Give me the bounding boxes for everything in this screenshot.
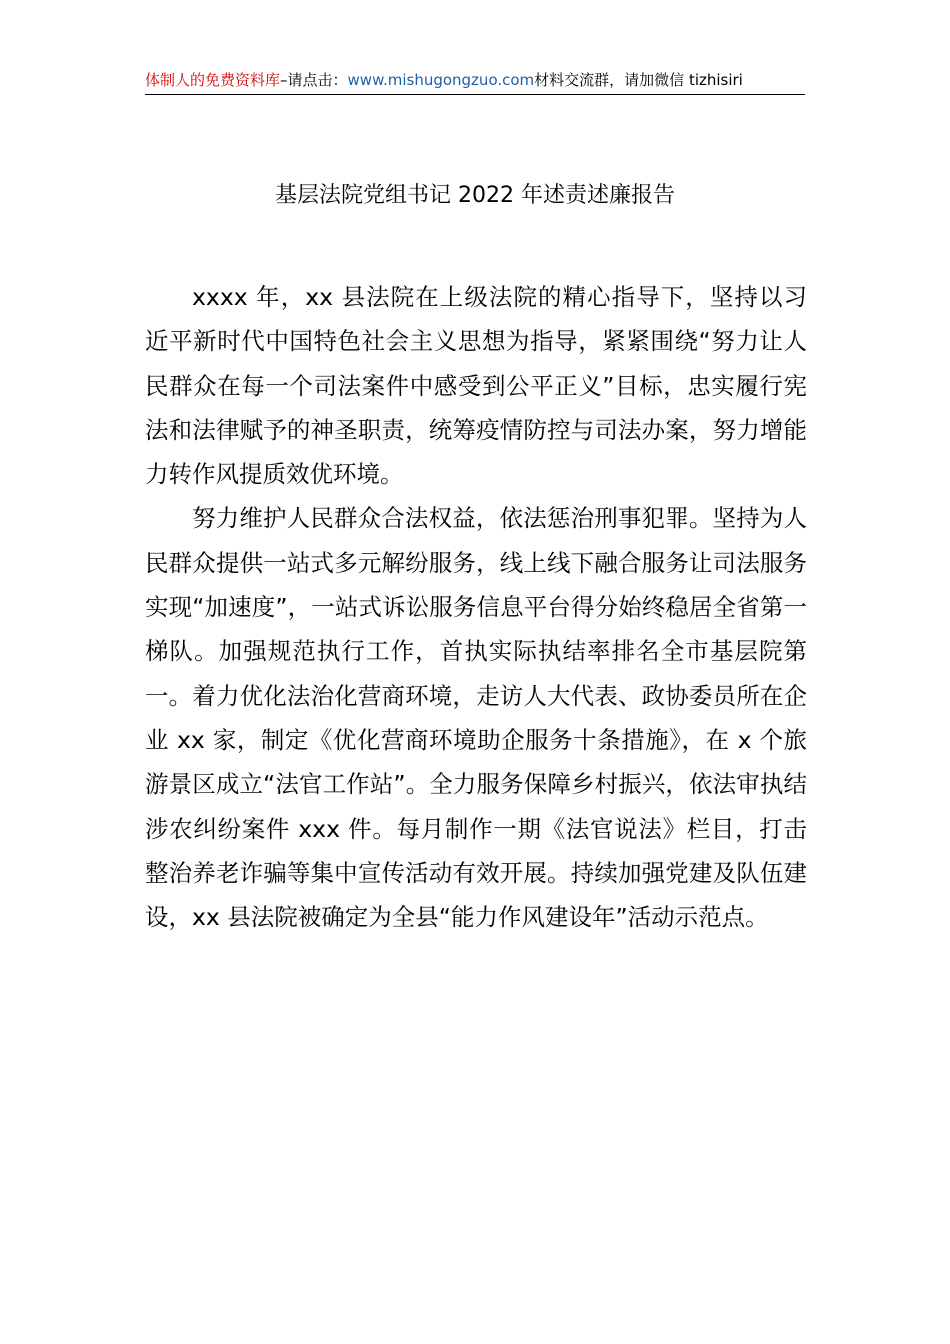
header-prompt: –请点击： (280, 71, 348, 89)
document-title: 基层法院党组书记 2022 年述责述廉报告 (275, 183, 675, 208)
header-url-link[interactable]: www.mishugongzuo.com (347, 71, 535, 89)
page-header (145, 66, 805, 95)
document-body (145, 275, 807, 939)
paragraph: 努力维护人民群众合法权益，依法惩治刑事犯罪。坚持为人民群众提供一站式多元解纷服务，线上线下融合服务让司法服务实现“加速度”，一站式诉讼服务信息平台得分始终稳居全省第一梯队。加强规范执行工作，首执实际执结率排名全市基层院第一。着力优化法治化营商环境，走访人大代表、政协委员所在企业 xx 家，制定《优化营商环境助企服务十条措施》，在 x 个旅游景区成立“法官工作站”。全力服务保障乡村振兴，依法审执结涉农纠纷案件 xxx 件。每月制作一期《法官说法》栏目，打击整治养老诈骗等集中宣传活动有效开展。持续加强党建及队伍建设，xx 县法院被确定为全县“能力作风建设年”活动示范点。 (145, 504, 807, 932)
header-note: 材料交流群，请加微信 tizhisiri (534, 71, 743, 89)
paragraph: xxxx 年，xx 县法院在上级法院的精心指导下，坚持以习近平新时代中国特色社会主义思想为指导，紧紧围绕“努力让人民群众在每一个司法案件中感受到公平正义”目标，忠实履行宪法和法律赋予的神圣职责，统筹疫情防控与司法办案，努力增能力转作风提质效优环境。 (145, 283, 807, 489)
header-brand: 体制人的免费资料库 (145, 71, 281, 89)
